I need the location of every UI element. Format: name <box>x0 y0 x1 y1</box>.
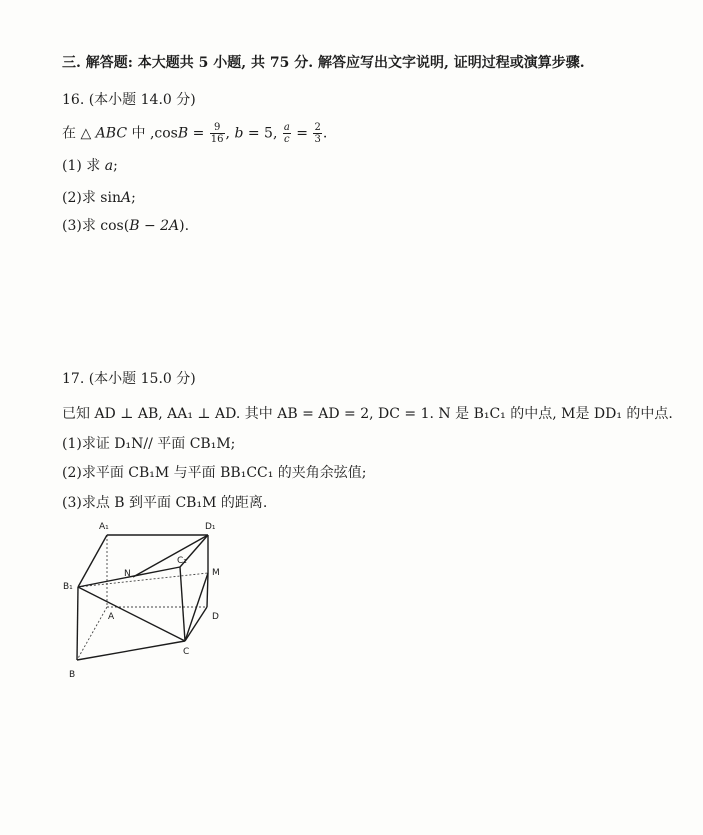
edge-A1-B1 <box>78 535 107 587</box>
q16-part1 <box>62 155 118 175</box>
geometry-figure <box>55 515 245 690</box>
label-C1: C₁ <box>177 556 187 566</box>
q16-p3-prefix: (3)求 cos( <box>62 218 130 234</box>
edge-A-B <box>77 607 107 660</box>
frac1-den: 16 <box>210 134 224 145</box>
edge-M-D <box>207 573 208 607</box>
edge-B1-C <box>78 587 185 641</box>
label-C: C <box>183 647 190 657</box>
q16-stem-eq2: = <box>291 125 313 142</box>
edge-B1-B <box>77 587 78 660</box>
q16-p3-var: B − 2A <box>129 218 180 234</box>
q16-stem-eq: = <box>188 125 209 142</box>
q17-part2: (2)求平面 CB₁M 与平面 BB₁CC₁ 的夹角余弦值; <box>62 465 367 481</box>
label-B: B <box>69 670 76 680</box>
q17-stem: 已知 AD ⊥ AB, AA₁ ⊥ AD. 其中 AB = AD = 2, DC = 1. N 是 B₁C₁ 的中点, M是 DD₁ 的中点. <box>62 406 673 422</box>
q16-p2-var: A <box>120 190 132 206</box>
q16-stem-b: b <box>234 125 244 142</box>
q16-stem-mid1: 中 ,cos <box>127 125 178 142</box>
section-header: 三. 解答题: 本大题共 5 小题, 共 75 分. 解答应写出文字说明, 证明过程或演算步骤. <box>62 55 585 71</box>
fraction-2-3 <box>313 122 321 145</box>
edge-D-C <box>185 607 207 641</box>
edge-D1-N <box>133 535 208 577</box>
label-A: A <box>108 612 115 622</box>
fraction-a-c <box>283 122 291 145</box>
frac3-den: 3 <box>314 134 321 145</box>
edge-C1-C <box>180 567 185 641</box>
label-D: D <box>212 612 219 622</box>
q16-stem-end: . <box>322 125 328 142</box>
frac2-num: a <box>283 122 290 133</box>
q16-stem-abc: ABC <box>95 125 128 142</box>
q16-part2 <box>62 187 136 207</box>
label-A1: A₁ <box>99 522 109 532</box>
q16-stem-prefix: 在 △ <box>62 125 96 142</box>
q16-p2-prefix: (2)求 sin <box>62 190 121 206</box>
q16-p3-end: ). <box>179 218 190 234</box>
q17-part3: (3)求点 B 到平面 CB₁M 的距离. <box>62 495 268 511</box>
fraction-9-16 <box>210 122 225 145</box>
edge-B1-M <box>78 573 208 587</box>
label-D1: D₁ <box>205 522 216 532</box>
frac1-num: 9 <box>210 122 225 134</box>
label-M: M <box>212 568 220 578</box>
label-N: N <box>124 569 131 579</box>
frac2-den: c <box>284 134 290 145</box>
q16-part3 <box>62 215 189 235</box>
frac3-num: 2 <box>314 122 321 133</box>
q16-stem-B: B <box>177 125 189 142</box>
q16-p2-end: ; <box>131 190 136 206</box>
q16-p1-var: a <box>104 158 114 174</box>
label-B1: B₁ <box>63 582 73 592</box>
q16-p1-end: ; <box>113 158 118 174</box>
edge-B-C <box>77 641 185 660</box>
q17-title: 17. (本小题 15.0 分) <box>62 371 196 387</box>
q16-p1-prefix: (1) 求 <box>62 158 105 174</box>
q16-title: 16. (本小题 14.0 分) <box>62 92 196 108</box>
q16-stem-mid2: , <box>225 125 235 142</box>
q17-part1: (1)求证 D₁N// 平面 CB₁M; <box>62 436 236 452</box>
q16-stem <box>62 122 327 145</box>
q16-stem-b-val: = 5, <box>243 125 282 142</box>
